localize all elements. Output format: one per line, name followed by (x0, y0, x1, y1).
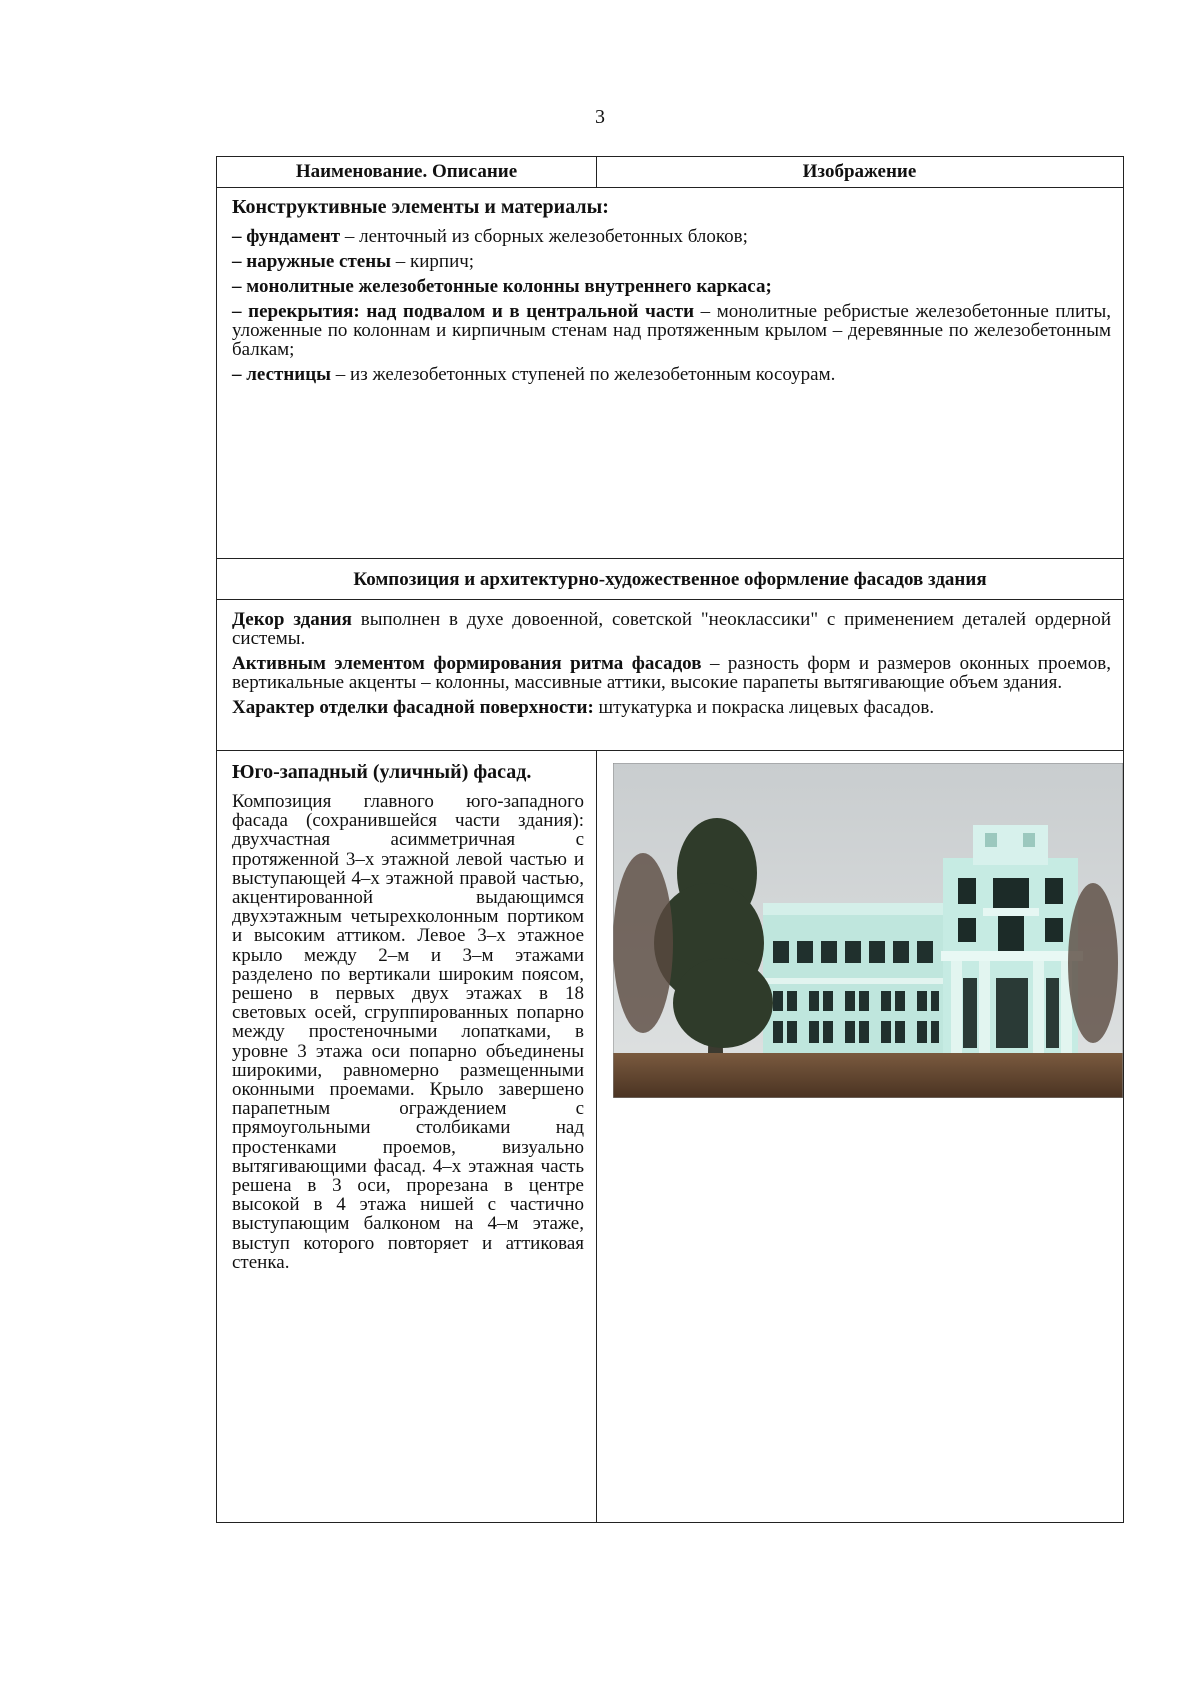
composition-header-text: Композиция и архитектурно-художественное оформление фасадов здания (353, 569, 987, 590)
facade-image-cell (597, 751, 1122, 1522)
decor-paragraph: Характер отделки фасадной поверхности: штукатурка и покраска лицевых фасадов. (232, 697, 935, 718)
materials-section (217, 188, 1123, 559)
materials-item: – фундамент – ленточный из сборных железобетонных блоков; (232, 226, 748, 247)
materials-item: – монолитные железобетонные колонны внутреннего каркаса; (232, 276, 772, 297)
decor-paragraph: Активным элементом формирования ритма фасадов – разность форм и размеров оконных проемов, вертикальные акценты – колонны, массивные аттики, высокие парапеты вытягивающие объем здания. (232, 653, 1111, 693)
description-table (216, 156, 1124, 1523)
facade-section (217, 751, 1123, 1522)
page-number: 3 (595, 106, 605, 128)
decor-section (217, 600, 1123, 751)
header-name-description: Наименование. Описание (217, 157, 597, 187)
facade-description-cell (217, 751, 597, 1522)
building-photo (613, 763, 1123, 1098)
decor-paragraph: Декор здания выполнен в духе довоенной, советской "неоклассики" с применением деталей ордерной системы. (232, 609, 1112, 649)
materials-item: – перекрытия: над подвалом и в центральной части – монолитные ребристые железобетонные плиты, уложенные по колоннам и кирпичным стенам над протяженным крылом – деревянные по железобетонным балкам; (232, 301, 1111, 360)
composition-header (217, 559, 1123, 600)
facade-text: Композиция главного юго-западного фасада (сохранившейся части здания): двухчастная асимметричная с протяженной 3–х этажной левой частью и выступающей 4–х этажной правой частью, акцентированной выдающимся двухэтажным четырехколонным портиком и высоким аттиком. Левое 3–х этажное крыло между 2–м и 3–м этажами разделено по вертикали широким поясом, решено в первых двух этажах в 18 световых осей, сгруппированных попарно между простеночными лопатками, в уровне 3 этажа оси попарно объединены широкими, равномерно размещенными оконными проемами. Крыло завершено парапетным ограждением с прямоугольными столбиками над простенками проемов, визуально вытягивающими фасад. 4–х этажная часть решена в 3 оси, прорезана в центре высокой в 4 этажа нишей с частично выступающим балконом на 4–м этаже, выступ которого повторяет и аттиковая стенка. (232, 791, 584, 1273)
materials-title: Конструктивные элементы и материалы: (232, 196, 609, 218)
header-image: Изображение (802, 161, 917, 182)
materials-item: – наружные стены – кирпич; (232, 251, 475, 272)
table-header (217, 157, 1123, 188)
facade-title: Юго-западный (уличный) фасад. (232, 761, 532, 783)
materials-item: – лестницы – из железобетонных ступеней по железобетонным косоурам. (232, 364, 836, 385)
